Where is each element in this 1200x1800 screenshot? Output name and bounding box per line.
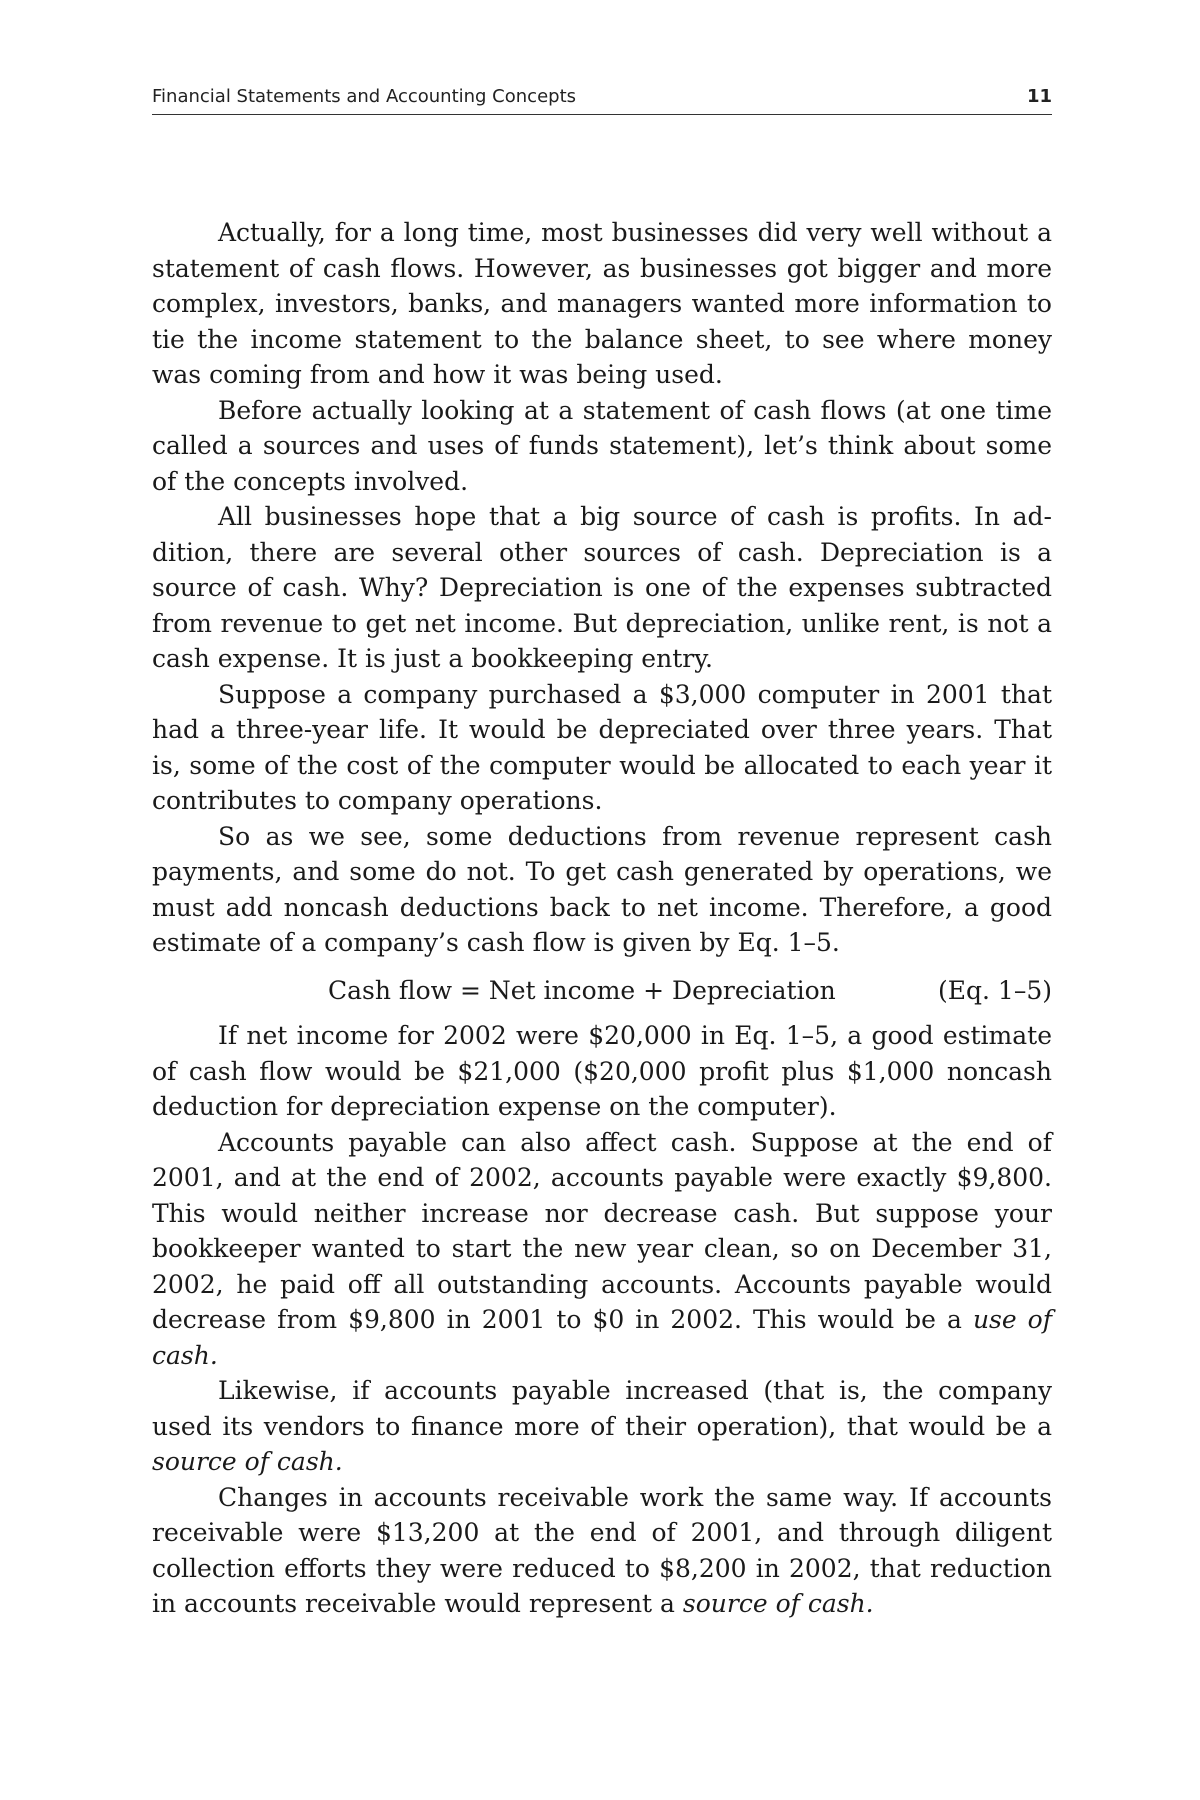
paragraph: Before actually looking at a statement of cash flows (at one time called a sources and uses of funds statement), let’s think about some of the concepts involved. <box>152 395 1052 496</box>
paragraph-text: Likewise, if accounts payable increased (that is, the company used its vendors to finance more of their operation), that would be a <box>152 1376 1052 1441</box>
equation-label: (Eq. 1–5) <box>938 975 1052 1005</box>
running-header-title: Financial Statements and Accounting Concepts <box>152 86 577 107</box>
running-header <box>152 84 1052 115</box>
emphasis-text: source of cash. <box>682 1589 874 1618</box>
emphasis-text: source of cash. <box>152 1447 343 1476</box>
equation-text: Cash flow = Net income + Depreciation <box>328 975 836 1005</box>
body-text <box>152 215 1052 1622</box>
paragraph: So as we see, some deductions from revenue represent cash payments, and some do not. To get cash generated by operations, we must add noncash deductions back to net income. Therefore, a good estimate of a company’s cash flow is given by Eq. 1–5. <box>152 821 1052 957</box>
emphasis-text: use of cash. <box>152 1305 1052 1370</box>
paragraph-text: Accounts payable can also affect cash. Suppose at the end of 2001, and at the end of 2002, accounts payable were exactly $9,800. This would neither increase nor decrease cash. But suppose your bookkeeper wanted to start the new year clean, so on December 31, 2002, he paid off all outstanding accounts. Accounts payable would decrease from $9,800 in 2001 to $0 in 2002. This would be a <box>152 1127 1052 1334</box>
paragraph <box>152 1480 1052 1622</box>
paragraph: All businesses hope that a big source of cash is profits. In addition, there are several other sources of cash. Depreciation is a source of cash. Why? Depreciation is one of the expenses subtracted from revenue to get net income. But depreciation, unlike rent, is not a cash expense. It is just a bookkeeping entry. <box>152 502 1052 673</box>
paragraph: If net income for 2002 were $20,000 in Eq. 1–5, a good estimate of cash flow would be $21,000 ($20,000 profit plus $1,000 noncash deduction for depreciation expense on the computer). <box>152 1021 1052 1121</box>
paragraph: Suppose a company purchased a $3,000 computer in 2001 that had a three-year life. It would be depreciated over three years. That is, some of the cost of the computer would be allocated to each year it contributes to company operations. <box>152 679 1052 815</box>
paragraph: Actually, for a long time, most businesses did very well without a statement of cash flows. However, as businesses got bigger and more complex, investors, banks, and managers wanted more information to tie the income statement to the balance sheet, to see where money was coming from and how it was being used. <box>152 218 1052 389</box>
paragraph-text: Changes in accounts receivable work the same way. If accounts receivable were $13,200 at the end of 2001, and through diligent collection efforts they were reduced to $8,200 in 2002, that reduction in accounts receivable would represent a <box>152 1482 1052 1618</box>
paragraph <box>152 1373 1052 1480</box>
page-number: 11 <box>1026 86 1052 107</box>
equation <box>152 973 1052 1009</box>
paragraph <box>152 1125 1052 1374</box>
